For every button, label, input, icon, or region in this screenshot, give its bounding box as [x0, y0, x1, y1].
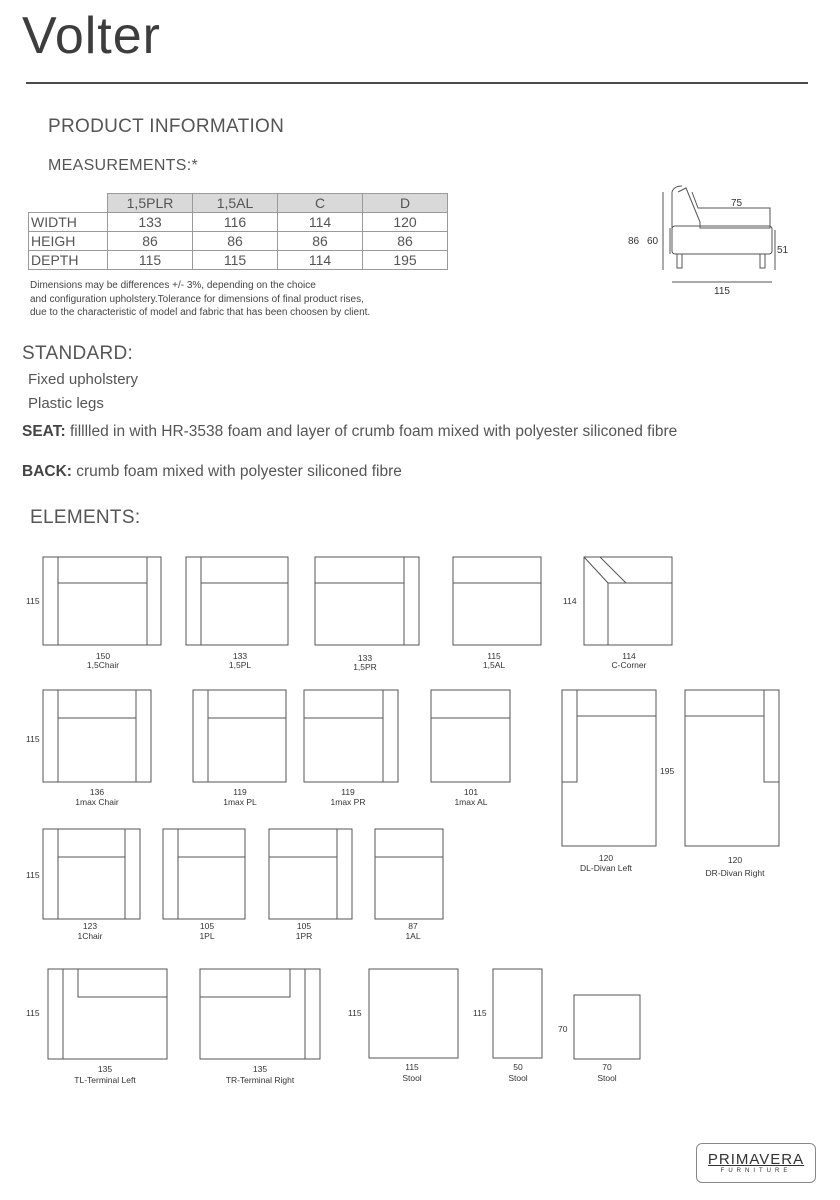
module-drawing: [375, 829, 443, 919]
element-width: 135: [252, 1064, 268, 1074]
column-header: 1,5PLR: [108, 194, 193, 213]
element-width: 133: [357, 653, 373, 663]
table-cell: 86: [363, 232, 448, 251]
product-title: Volter: [22, 7, 161, 65]
element-name: 1PL: [199, 931, 215, 941]
element-width: 133: [232, 651, 248, 661]
element-name: 1,5PL: [228, 660, 252, 670]
element-name: DR-Divan Right: [705, 868, 765, 878]
element-name: 1max Chair: [75, 797, 119, 807]
module-drawing: [685, 690, 779, 846]
table-cell: 115: [193, 251, 278, 270]
dim-label: 115: [348, 1008, 362, 1018]
element-name: 1PR: [295, 931, 313, 941]
element-width: 105: [199, 921, 215, 931]
element-width: 120: [598, 853, 614, 863]
element-name: C-Corner: [611, 660, 647, 670]
standard-item: Plastic legs: [28, 395, 104, 412]
element-width: 115: [487, 651, 501, 661]
module-drawing: [269, 829, 352, 919]
element-name: TR-Terminal Right: [225, 1075, 295, 1085]
table-cell: 114: [278, 213, 363, 232]
element-width: 50: [513, 1062, 523, 1072]
back-text: crumb foam mixed with polyester siliconed fibre: [71, 463, 402, 480]
table-cell: 86: [108, 232, 193, 251]
module-drawing: [562, 690, 656, 846]
element-name: 1max PR: [330, 797, 366, 807]
module-drawing: [43, 690, 151, 782]
product-info-heading: PRODUCT INFORMATION: [48, 116, 285, 137]
element-width: 87: [408, 921, 418, 931]
element-width: 123: [82, 921, 98, 931]
element-name: 1Chair: [77, 931, 103, 941]
logo-subtext: FURNITURE: [720, 1168, 792, 1174]
module-drawing: [304, 690, 398, 782]
dim-label: 60: [647, 236, 659, 247]
measurements-heading: MEASUREMENTS:*: [48, 157, 198, 174]
element-name: 1,5PR: [353, 662, 377, 672]
dim-label: 115: [26, 1008, 40, 1018]
module-drawing: [453, 557, 541, 645]
seat-label: SEAT:: [22, 423, 66, 440]
module-drawing: [186, 557, 288, 645]
seat-text: filllled in with HR-3538 foam and layer of crumb foam mixed with polyester siliconed fibre: [65, 423, 678, 440]
element-width: 119: [233, 787, 247, 797]
element-name: DL-Divan Left: [580, 863, 632, 873]
module-drawing: [43, 829, 140, 919]
element-width: 136: [89, 787, 105, 797]
dim-label: 115: [26, 734, 40, 744]
element-name: 1AL: [405, 931, 421, 941]
table-cell: 133: [108, 213, 193, 232]
table-cell: 86: [193, 232, 278, 251]
dim-label: 75: [731, 198, 743, 209]
module-drawing: [193, 690, 286, 782]
element-name: Stool: [597, 1073, 617, 1083]
element-name: 1,5Chair: [86, 660, 120, 670]
column-header: D: [363, 194, 448, 213]
dim-label: 115: [714, 286, 730, 297]
back-label: BACK:: [22, 463, 72, 480]
table-cell: 114: [278, 251, 363, 270]
element-width: 114: [622, 651, 636, 661]
element-name: 1max PL: [223, 797, 257, 807]
table-cell: 86: [278, 232, 363, 251]
row-label: HEIGH: [29, 232, 108, 251]
dim-label: 51: [777, 245, 789, 256]
element-width: 70: [602, 1062, 612, 1072]
column-header: 1,5AL: [193, 194, 278, 213]
table-cell: 195: [363, 251, 448, 270]
element-name: Stool: [402, 1073, 422, 1083]
dim-label: 195: [660, 766, 675, 776]
module-drawing: [163, 829, 245, 919]
element-width: 101: [463, 787, 479, 797]
row-label: DEPTH: [29, 251, 108, 270]
element-width: 120: [727, 855, 743, 865]
table-cell: 120: [363, 213, 448, 232]
module-drawing: [369, 969, 458, 1058]
row-label: WIDTH: [29, 213, 108, 232]
element-width: 105: [296, 921, 312, 931]
brand-logo: [696, 1143, 816, 1183]
element-width: 119: [341, 787, 355, 797]
dim-label: 115: [473, 1008, 487, 1018]
dim-label: 114: [563, 596, 577, 606]
side-profile-drawing: [663, 186, 775, 282]
module-drawing: [493, 969, 542, 1058]
element-name: Stool: [508, 1073, 528, 1083]
dim-label: 70: [558, 1024, 568, 1034]
column-header: C: [278, 194, 363, 213]
element-width: 135: [97, 1064, 113, 1074]
element-width: 115: [405, 1062, 419, 1072]
module-drawing: [200, 969, 320, 1059]
dim-label: 115: [26, 596, 40, 606]
module-drawing: [315, 557, 419, 645]
note-line: and configuration upholstery.Tolerance for dimensions of final product rises,: [30, 293, 364, 305]
element-name: TL-Terminal Left: [74, 1075, 136, 1085]
module-drawing: [574, 995, 640, 1059]
element-width: 150: [95, 651, 111, 661]
elements-heading: ELEMENTS:: [30, 507, 141, 528]
logo-text: PRIMAVERA: [707, 1151, 805, 1168]
note-line: due to the characteristic of model and fabric that has been choosen by client.: [30, 307, 371, 318]
dim-label: 86: [628, 236, 640, 247]
standard-item: Fixed upholstery: [28, 371, 139, 388]
element-name: 1max AL: [454, 797, 488, 807]
table-cell: 116: [193, 213, 278, 232]
module-drawing: [584, 557, 672, 645]
element-name: 1,5AL: [482, 660, 506, 670]
table-cell: 115: [108, 251, 193, 270]
dim-label: 115: [26, 870, 40, 880]
standard-heading: STANDARD:: [22, 343, 134, 364]
module-drawing: [48, 969, 167, 1059]
module-drawing: [43, 557, 161, 645]
note-line: Dimensions may be differences +/- 3%, depending on the choice: [30, 280, 316, 291]
module-drawing: [431, 690, 510, 782]
